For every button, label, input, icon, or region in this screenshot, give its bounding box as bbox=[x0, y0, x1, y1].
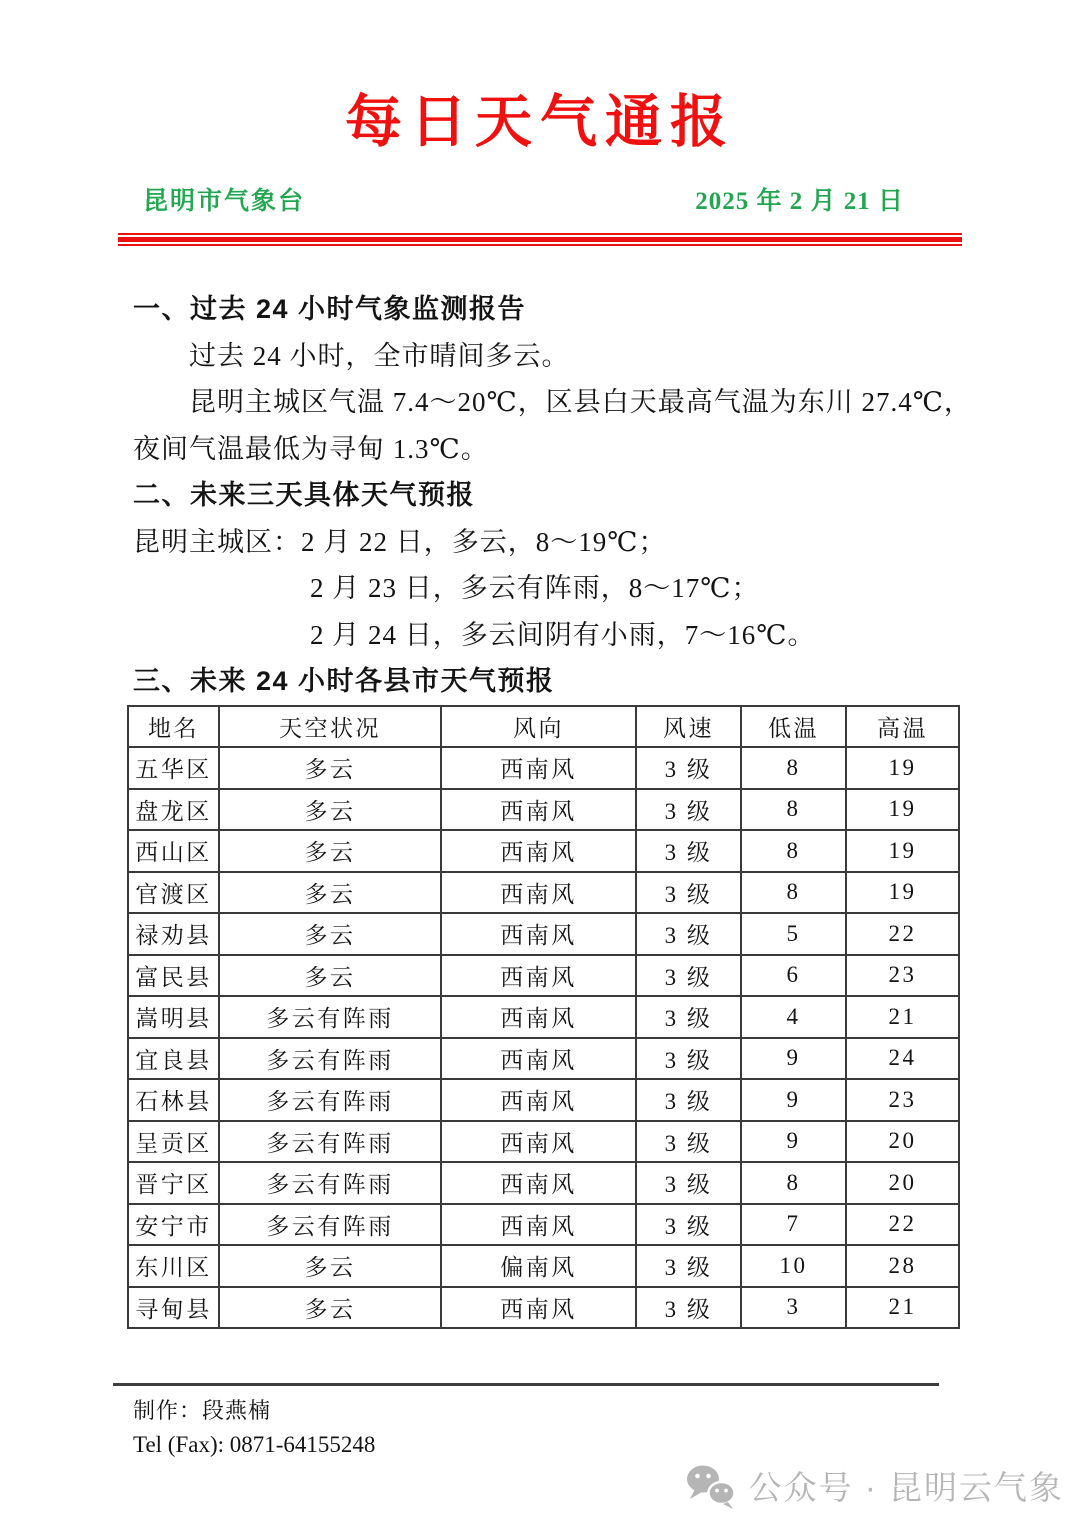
table-cell: 多云 bbox=[219, 1287, 441, 1329]
table-cell: 10 bbox=[741, 1245, 846, 1287]
table-cell: 19 bbox=[846, 747, 959, 789]
table-cell: 西南风 bbox=[441, 747, 636, 789]
table-cell: 多云有阵雨 bbox=[219, 1204, 441, 1246]
table-cell: 3 级 bbox=[636, 830, 741, 872]
table-cell: 3 bbox=[741, 1287, 846, 1329]
divider-line-top bbox=[118, 233, 962, 235]
table-row bbox=[128, 747, 959, 789]
section1-paragraph-2-line-1: 昆明主城区气温 7.4～20℃，区县白天最高气温为东川 27.4℃， bbox=[189, 387, 972, 417]
table-row bbox=[128, 1245, 959, 1287]
table-cell: 24 bbox=[846, 1038, 959, 1080]
table-cell: 8 bbox=[741, 1162, 846, 1204]
watermark-text: 公众号 · 昆明云气象 bbox=[748, 1469, 1064, 1506]
section3-heading: 三、未来 24 小时各县市天气预报 bbox=[133, 666, 555, 696]
table-cell: 西南风 bbox=[441, 1038, 636, 1080]
watermark bbox=[685, 1462, 1064, 1509]
table-cell: 多云 bbox=[219, 830, 441, 872]
table-row bbox=[128, 913, 959, 955]
table-cell: 多云有阵雨 bbox=[219, 1079, 441, 1121]
table-header-row bbox=[128, 706, 959, 748]
table-cell: 4 bbox=[741, 996, 846, 1038]
table-cell: 西南风 bbox=[441, 913, 636, 955]
table-cell: 3 级 bbox=[636, 1287, 741, 1329]
red-divider bbox=[118, 233, 962, 246]
table-cell: 西南风 bbox=[441, 1162, 636, 1204]
table-cell: 3 级 bbox=[636, 913, 741, 955]
footer-divider bbox=[113, 1383, 939, 1386]
divider-line-bottom bbox=[118, 244, 962, 246]
section2-forecast-line-1: 昆明主城区：2 月 22 日，多云，8～19℃； bbox=[133, 526, 667, 557]
table-cell: 西南风 bbox=[441, 1121, 636, 1163]
col-header-sky: 天空状况 bbox=[219, 706, 441, 748]
table-cell: 盘龙区 bbox=[128, 789, 219, 831]
meta-row bbox=[143, 187, 904, 217]
wechat-icon bbox=[685, 1463, 737, 1509]
section2-forecast-line-3: 2 月 24 日，多云间阴有小雨，7～16℃。 bbox=[310, 619, 816, 650]
table-cell: 多云 bbox=[219, 789, 441, 831]
page-title: 每日天气通报 bbox=[345, 90, 735, 154]
col-header-location: 地名 bbox=[128, 706, 219, 748]
table-cell: 西南风 bbox=[441, 872, 636, 914]
table-cell: 多云 bbox=[219, 955, 441, 997]
table-cell: 21 bbox=[846, 996, 959, 1038]
contact-tel: Tel (Fax): 0871-64155248 bbox=[133, 1432, 376, 1457]
section2-heading: 二、未来三天具体天气预报 bbox=[133, 480, 475, 510]
table-cell: 3 级 bbox=[636, 872, 741, 914]
forecast-table-body bbox=[128, 747, 959, 1328]
table-cell: 多云有阵雨 bbox=[219, 1121, 441, 1163]
table-cell: 西南风 bbox=[441, 955, 636, 997]
table-cell: 多云有阵雨 bbox=[219, 996, 441, 1038]
table-cell: 多云有阵雨 bbox=[219, 1038, 441, 1080]
table-row bbox=[128, 996, 959, 1038]
table-cell: 9 bbox=[741, 1079, 846, 1121]
table-cell: 西南风 bbox=[441, 1079, 636, 1121]
table-cell: 多云 bbox=[219, 1245, 441, 1287]
table-cell: 寻甸县 bbox=[128, 1287, 219, 1329]
table-cell: 3 级 bbox=[636, 1038, 741, 1080]
section1-paragraph-2-line-2: 夜间气温最低为寻甸 1.3℃。 bbox=[133, 433, 489, 464]
table-row bbox=[128, 789, 959, 831]
table-cell: 3 级 bbox=[636, 747, 741, 789]
table-cell: 西南风 bbox=[441, 789, 636, 831]
table-cell: 五华区 bbox=[128, 747, 219, 789]
table-cell: 东川区 bbox=[128, 1245, 219, 1287]
table-row bbox=[128, 1204, 959, 1246]
section2-forecast-line-2: 2 月 23 日，多云有阵雨，8～17℃； bbox=[310, 573, 760, 603]
table-cell: 3 级 bbox=[636, 996, 741, 1038]
table-cell: 3 级 bbox=[636, 1204, 741, 1246]
table-cell: 3 级 bbox=[636, 1162, 741, 1204]
table-cell: 19 bbox=[846, 789, 959, 831]
col-header-wind-spd: 风速 bbox=[636, 706, 741, 748]
table-cell: 3 级 bbox=[636, 955, 741, 997]
table-cell: 西南风 bbox=[441, 830, 636, 872]
table-row bbox=[128, 1287, 959, 1329]
table-cell: 20 bbox=[846, 1162, 959, 1204]
table-cell: 西南风 bbox=[441, 996, 636, 1038]
table-cell: 22 bbox=[846, 913, 959, 955]
table-cell: 多云 bbox=[219, 747, 441, 789]
table-cell: 5 bbox=[741, 913, 846, 955]
table-cell: 23 bbox=[846, 1079, 959, 1121]
table-cell: 富民县 bbox=[128, 955, 219, 997]
col-header-wind-dir: 风向 bbox=[441, 706, 636, 748]
section1-paragraph-1: 过去 24 小时，全市晴间多云。 bbox=[189, 340, 570, 371]
table-cell: 9 bbox=[741, 1038, 846, 1080]
table-cell: 呈贡区 bbox=[128, 1121, 219, 1163]
table-cell: 20 bbox=[846, 1121, 959, 1163]
table-cell: 3 级 bbox=[636, 1079, 741, 1121]
table-row bbox=[128, 1079, 959, 1121]
table-cell: 嵩明县 bbox=[128, 996, 219, 1038]
agency-name: 昆明市气象台 bbox=[143, 188, 306, 215]
table-row bbox=[128, 1121, 959, 1163]
table-cell: 西山区 bbox=[128, 830, 219, 872]
table-cell: 3 级 bbox=[636, 1245, 741, 1287]
table-cell: 禄劝县 bbox=[128, 913, 219, 955]
table-cell: 19 bbox=[846, 872, 959, 914]
table-cell: 8 bbox=[741, 830, 846, 872]
table-cell: 石林县 bbox=[128, 1079, 219, 1121]
table-cell: 7 bbox=[741, 1204, 846, 1246]
table-cell: 8 bbox=[741, 747, 846, 789]
table-cell: 9 bbox=[741, 1121, 846, 1163]
table-row bbox=[128, 1038, 959, 1080]
table-row bbox=[128, 872, 959, 914]
table-cell: 西南风 bbox=[441, 1204, 636, 1246]
forecast-table bbox=[127, 705, 960, 1330]
table-cell: 晋宁区 bbox=[128, 1162, 219, 1204]
table-cell: 8 bbox=[741, 872, 846, 914]
col-header-low-temp: 低温 bbox=[741, 706, 846, 748]
table-cell: 宜良县 bbox=[128, 1038, 219, 1080]
table-cell: 8 bbox=[741, 789, 846, 831]
table-cell: 22 bbox=[846, 1204, 959, 1246]
divider-line-middle bbox=[118, 237, 962, 242]
table-cell: 多云 bbox=[219, 913, 441, 955]
producer-credit: 制作：段燕楠 bbox=[133, 1398, 272, 1423]
table-cell: 安宁市 bbox=[128, 1204, 219, 1246]
table-row bbox=[128, 830, 959, 872]
table-cell: 西南风 bbox=[441, 1287, 636, 1329]
table-row bbox=[128, 1162, 959, 1204]
table-cell: 3 级 bbox=[636, 1121, 741, 1163]
table-cell: 多云有阵雨 bbox=[219, 1162, 441, 1204]
table-cell: 官渡区 bbox=[128, 872, 219, 914]
table-cell: 21 bbox=[846, 1287, 959, 1329]
section1-heading: 一、过去 24 小时气象监测报告 bbox=[133, 294, 527, 324]
col-header-high-temp: 高温 bbox=[846, 706, 959, 748]
table-cell: 3 级 bbox=[636, 789, 741, 831]
table-row bbox=[128, 955, 959, 997]
document-body bbox=[133, 286, 980, 705]
table-cell: 偏南风 bbox=[441, 1245, 636, 1287]
table-cell: 28 bbox=[846, 1245, 959, 1287]
table-cell: 多云 bbox=[219, 872, 441, 914]
table-cell: 19 bbox=[846, 830, 959, 872]
report-date: 2025 年 2 月 21 日 bbox=[695, 188, 904, 215]
table-cell: 23 bbox=[846, 955, 959, 997]
table-cell: 6 bbox=[741, 955, 846, 997]
